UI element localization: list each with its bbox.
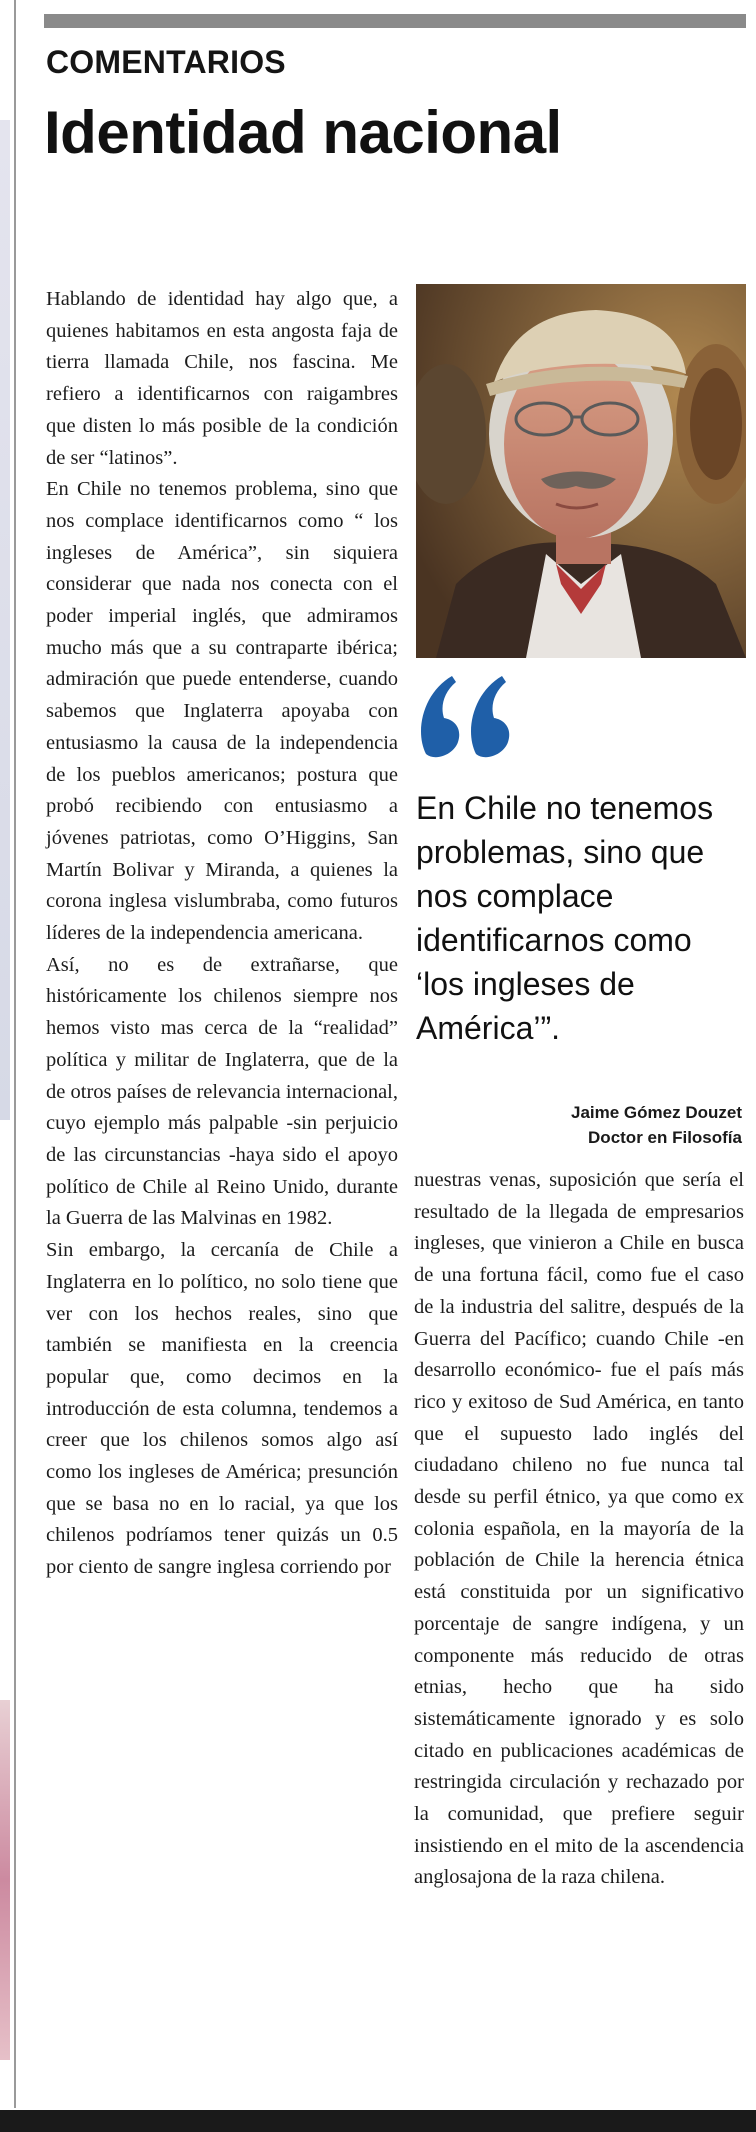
body-paragraph: nuestras venas, suposición que sería el resultado de la llegada de empresarios ingleses, que vinieron a Chile en busca de una fortuna fácil, como fue el caso de la industria del salitre, después de la Guerra del Pacífico; cuando Chile -en desarrollo económico- fue el país más rico y exitoso de Sud América, en tanto que el supuesto lado inglés del ciudadano chileno no fue nunca tal desde su perfil étnico, ya que como ex colonia española, en la mayoría de la población de Chile la herencia étnica está constituida por un significativo porcentaje de sangre indígena, y un componente más reducido de otras etnias, hecho que ha sido sistemáticamente ignorado y es solo citado en publicaciones académicas de restringida circulación y rechazado por la comunidad, que prefiere seguir insistiendo en el mito de la ascendencia anglosajona de la raza chilena. — [414, 1169, 744, 1889]
headline: Identidad nacional — [44, 99, 562, 166]
adjacent-page-strip — [0, 120, 10, 1120]
quote-mark-icon — [418, 670, 518, 760]
author-name: Jaime Gómez Douzet — [571, 1103, 742, 1122]
body-paragraph: Hablando de identidad hay algo que, a quienes habitamos en esta angosta faja de tierra llamada Chile, nos fascina. Me refiero a identificarnos con raigambres que disten lo más posible de la condición de ser “latinos”. — [46, 288, 398, 469]
article-body-left — [46, 284, 398, 2090]
section-label: COMENTARIOS — [46, 44, 286, 80]
body-paragraph: Sin embargo, la cercanía de Chile a Inglaterra en lo político, no solo tiene que ver con los hechos reales, sino que también se manifiesta en la creencia popular que, como decimos en la introducción de esta columna, tendemos a creer que los chilenos somos algo así como los ingleses de América; presunción que se basa no en lo racial, ya que los chilenos podríamos tener quizás un 0.5 por ciento de sangre inglesa corriendo por — [46, 1239, 398, 1579]
author-photo — [416, 284, 746, 658]
article-body-right — [414, 1165, 744, 2095]
body-paragraph: En Chile no tenemos problema, sino que nos complace identificarnos como “ los ingleses de América”, sin siquiera considerar que nada nos conecta con el poder imperial inglés, que admiramos mucho más que a su contraparte ibérica; admiración que puede entenderse, cuando sabemos que Inglaterra apoyaba con entusiasmo la causa de la independencia de los pueblos americanos; postura que probó recibiendo con entusiasmo a jóvenes patriotas, como O’Higgins, San Martín Bolivar y Miranda, a quienes la corona inglesa vislumbraba, como futuros líderes de la independencia americana. — [46, 478, 398, 945]
author-title: Doctor en Filosofía — [588, 1128, 742, 1147]
top-rule — [44, 14, 746, 28]
pull-quote: En Chile no tenemos problemas, sino que nos complace identificarnos como ‘los ingleses de América’”. — [416, 790, 714, 1046]
adjacent-page-image-strip — [0, 1700, 10, 2060]
byline — [571, 1100, 742, 1150]
body-paragraph: Así, no es de extrañarse, que históricamente los chilenos siempre nos hemos visto mas cerca de la “realidad” política y militar de Inglaterra, que de la de otros países de relevancia internacional, cuyo ejemplo más palpable -sin perjuicio de las circunstancias -haya sido el apoyo político de Chile al Reino Unido, durante la Guerra de las Malvinas en 1982. — [46, 953, 398, 1230]
column-divider — [14, 0, 16, 2108]
bottom-rule — [0, 2110, 756, 2132]
